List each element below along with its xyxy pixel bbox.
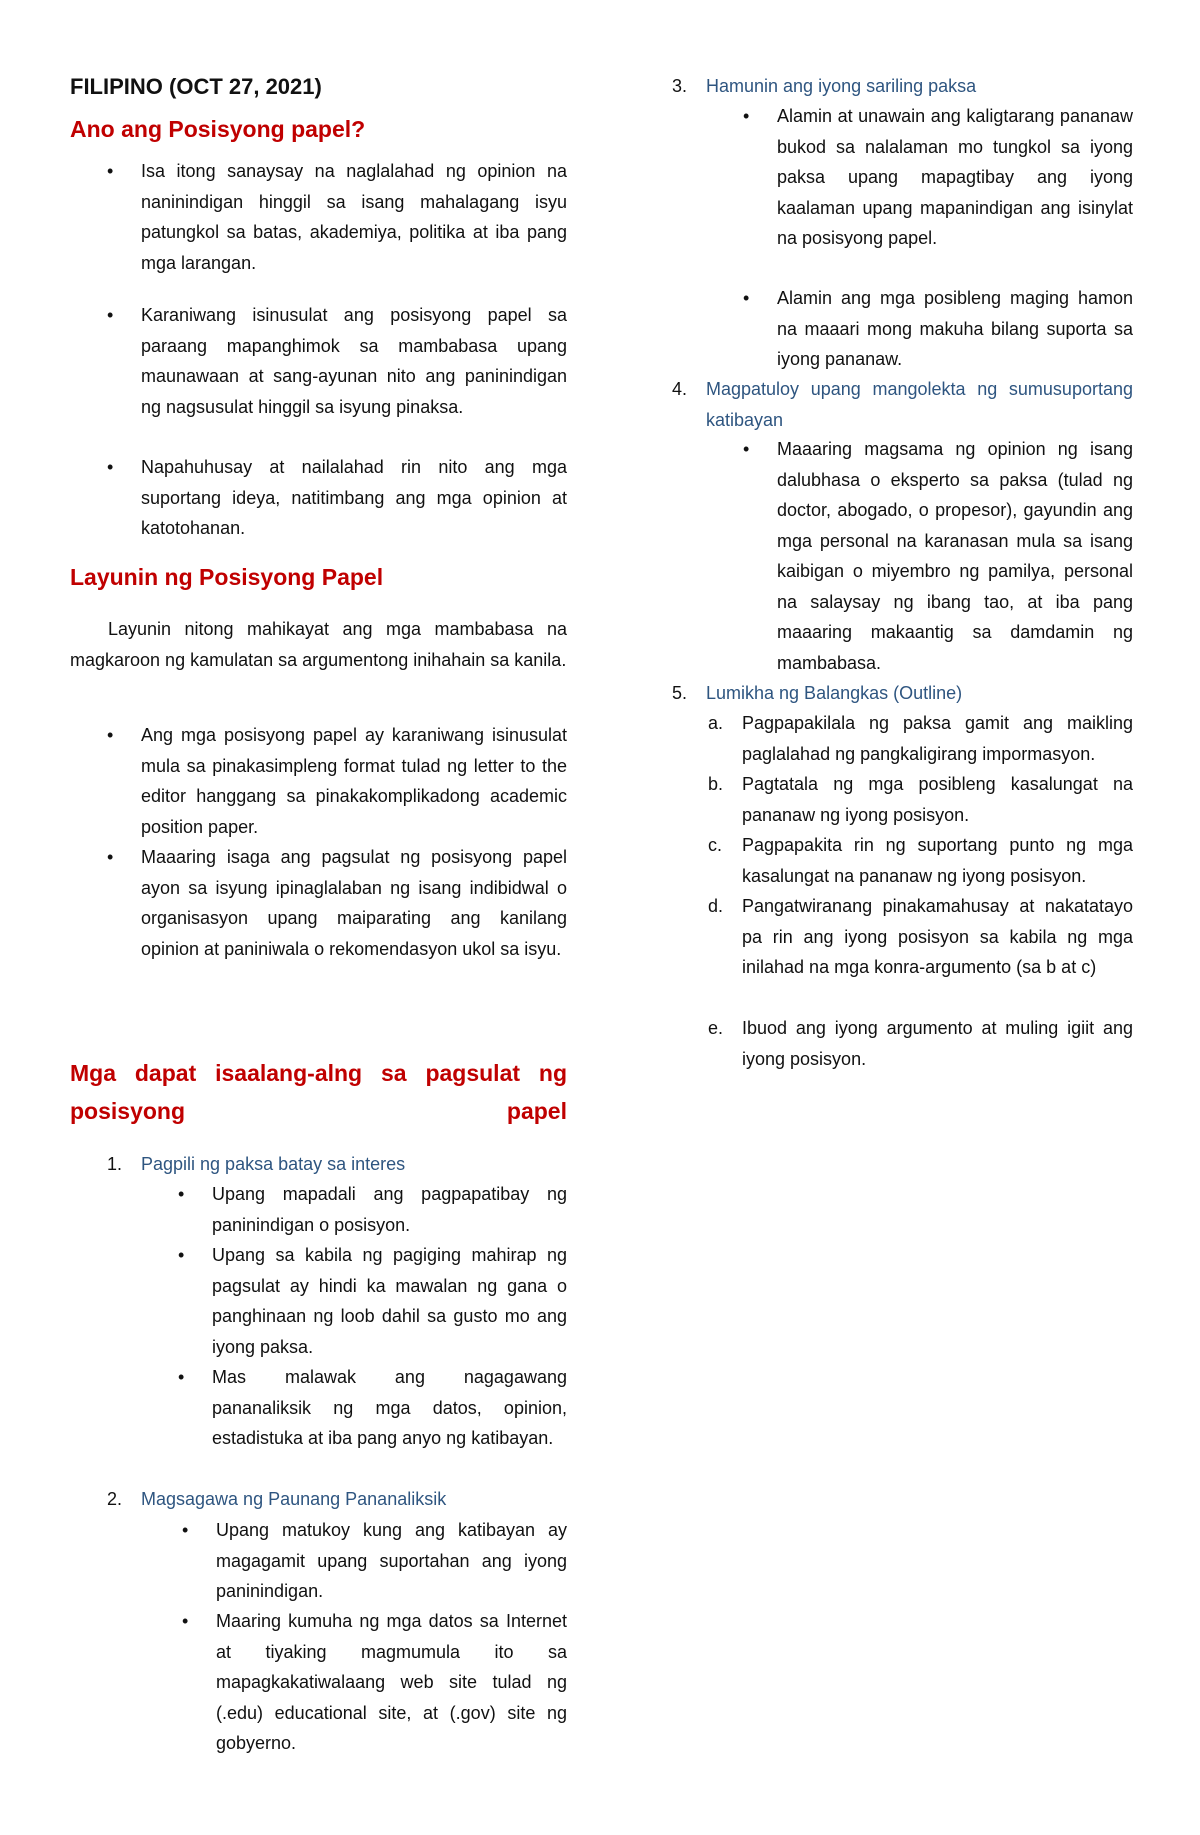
- bullet-icon: •: [107, 305, 114, 325]
- bullet-icon: •: [107, 847, 114, 867]
- section-heading-layunin: Layunin ng Posisyong Papel: [70, 564, 384, 590]
- bullet-icon: •: [107, 457, 114, 477]
- bullet-icon: •: [743, 439, 750, 459]
- list-item: • Upang sa kabila ng pagiging mahirap ng pagsulat ay hindi ka mawalan ng gana o panghinaan ng loob dahil sa gusto mo ang iyong paksa.: [212, 1240, 567, 1362]
- section-heading-ano: Ano ang Posisyong papel?: [70, 116, 366, 142]
- list-item: • Ang mga posisyong papel ay karaniwang isinusulat mula sa pinakasimpleng format tulad ng letter to the editor hanggang sa pinakakomplikadong academic position paper.: [141, 720, 567, 842]
- numbered-item-3: 3. Hamunin ang iyong sariling paksa: [672, 76, 977, 96]
- lettered-item-c: c. Pagpapakita rin ng suportang punto ng mga kasalungat na pananaw ng iyong posisyon.: [708, 835, 1133, 886]
- numbered-item-4: 4. Magpatuloy upang mangolekta ng sumusuportang katibayan: [672, 379, 1133, 430]
- numbered-item-1: 1. Pagpili ng paksa batay sa interes: [107, 1154, 406, 1174]
- bullet-icon: •: [178, 1184, 185, 1204]
- paragraph: Layunin nitong mahikayat ang mga mambabasa na magkaroon ng kamulatan sa argumentong inihahain sa kanila.: [70, 619, 567, 670]
- bullet-icon: •: [178, 1367, 185, 1387]
- document-title: FILIPINO (OCT 27, 2021): [70, 74, 322, 99]
- list-item: • Isa itong sanaysay na naglalahad ng opinion na naninindigan hinggil sa isang mahalagang isyu patungkol sa batas, akademiya, politika at iba pang mga larangan.: [141, 156, 567, 278]
- numbered-item-2: 2. Magsagawa ng Paunang Pananaliksik: [107, 1489, 447, 1509]
- bullet-icon: •: [743, 106, 750, 126]
- bullet-icon: •: [107, 725, 114, 745]
- bullet-icon: •: [182, 1611, 189, 1631]
- list-item: • Alamin ang mga posibleng maging hamon na maaari mong makuha bilang suporta sa iyong pananaw.: [777, 283, 1133, 375]
- list-item: • Alamin at unawain ang kaligtarang pananaw bukod sa nalalaman mo tungkol sa iyong paksa upang mapagtibay ang iyong kaalaman upang mapanindigan ang isinylat na posisyong papel.: [777, 101, 1133, 254]
- list-item: • Maaaring isaga ang pagsulat ng posisyong papel ayon sa isyung ipinaglalaban ng isang indibidwal o organisasyon upang maiparating ang kanilang opinion at paniniwala o rekomendasyon ukol sa isyu.: [141, 842, 567, 964]
- list-item: • Napahuhusay at nailalahad rin nito ang mga suportang ideya, natitimbang ang mga opinion at katotohanan.: [141, 452, 567, 544]
- numbered-item-5: 5. Lumikha ng Balangkas (Outline): [672, 683, 963, 703]
- list-item: • Karaniwang isinusulat ang posisyong papel sa paraang mapanghimok sa mambabasa upang maunawaan at sang-ayunan nito ang paninindigan ng nagsusulat hinggil sa isyung pinaksa.: [141, 300, 567, 422]
- lettered-item-a: a. Pagpapakilala ng paksa gamit ang maikling paglalahad ng pangkaligirang impormasyon.: [708, 713, 1133, 764]
- section-heading-mga-dapat: Mga dapat isaalang-alng sa pagsulat ng posisyong papel: [70, 1060, 567, 1124]
- list-item: • Maaaring magsama ng opinion ng isang dalubhasa o eksperto sa paksa (tulad ng doctor, abogado, o propesor), gayundin ang mga personal na karanasan mula sa isang kaibigan o miyembro ng pamilya, personal na salaysay ng ibang tao, at iba pang maaaring makaantig sa damdamin ng mambabasa.: [777, 434, 1133, 678]
- list-item: • Upang mapadali ang pagpapatibay ng paninindigan o posisyon.: [212, 1179, 567, 1240]
- bullet-icon: •: [178, 1245, 185, 1265]
- bullet-icon: •: [182, 1520, 189, 1540]
- bullet-icon: •: [107, 161, 114, 181]
- lettered-item-b: b. Pagtatala ng mga posibleng kasalungat na pananaw ng iyong posisyon.: [708, 774, 1133, 825]
- lettered-item-e: e. Ibuod ang iyong argumento at muling igiit ang iyong posisyon.: [708, 1018, 1133, 1069]
- list-item: • Maaring kumuha ng mga datos sa Internet at tiyaking magmumula ito sa mapagkakatiwalaang web site tulad ng (.edu) educational site, at (.gov) site ng gobyerno.: [216, 1606, 567, 1759]
- lettered-item-d: d. Pangatwiranang pinakamahusay at nakatatayo pa rin ang iyong posisyon sa kabila ng mga inilahad na mga konra-argumento (sa b at c): [708, 896, 1133, 977]
- list-item: • Upang matukoy kung ang katibayan ay magagamit upang suportahan ang iyong paninindigan.: [216, 1515, 567, 1607]
- bullet-icon: •: [743, 288, 750, 308]
- list-item: • Mas malawak ang nagagawang pananaliksik ng mga datos, opinion, estadistuka at iba pang anyo ng katibayan.: [212, 1362, 567, 1454]
